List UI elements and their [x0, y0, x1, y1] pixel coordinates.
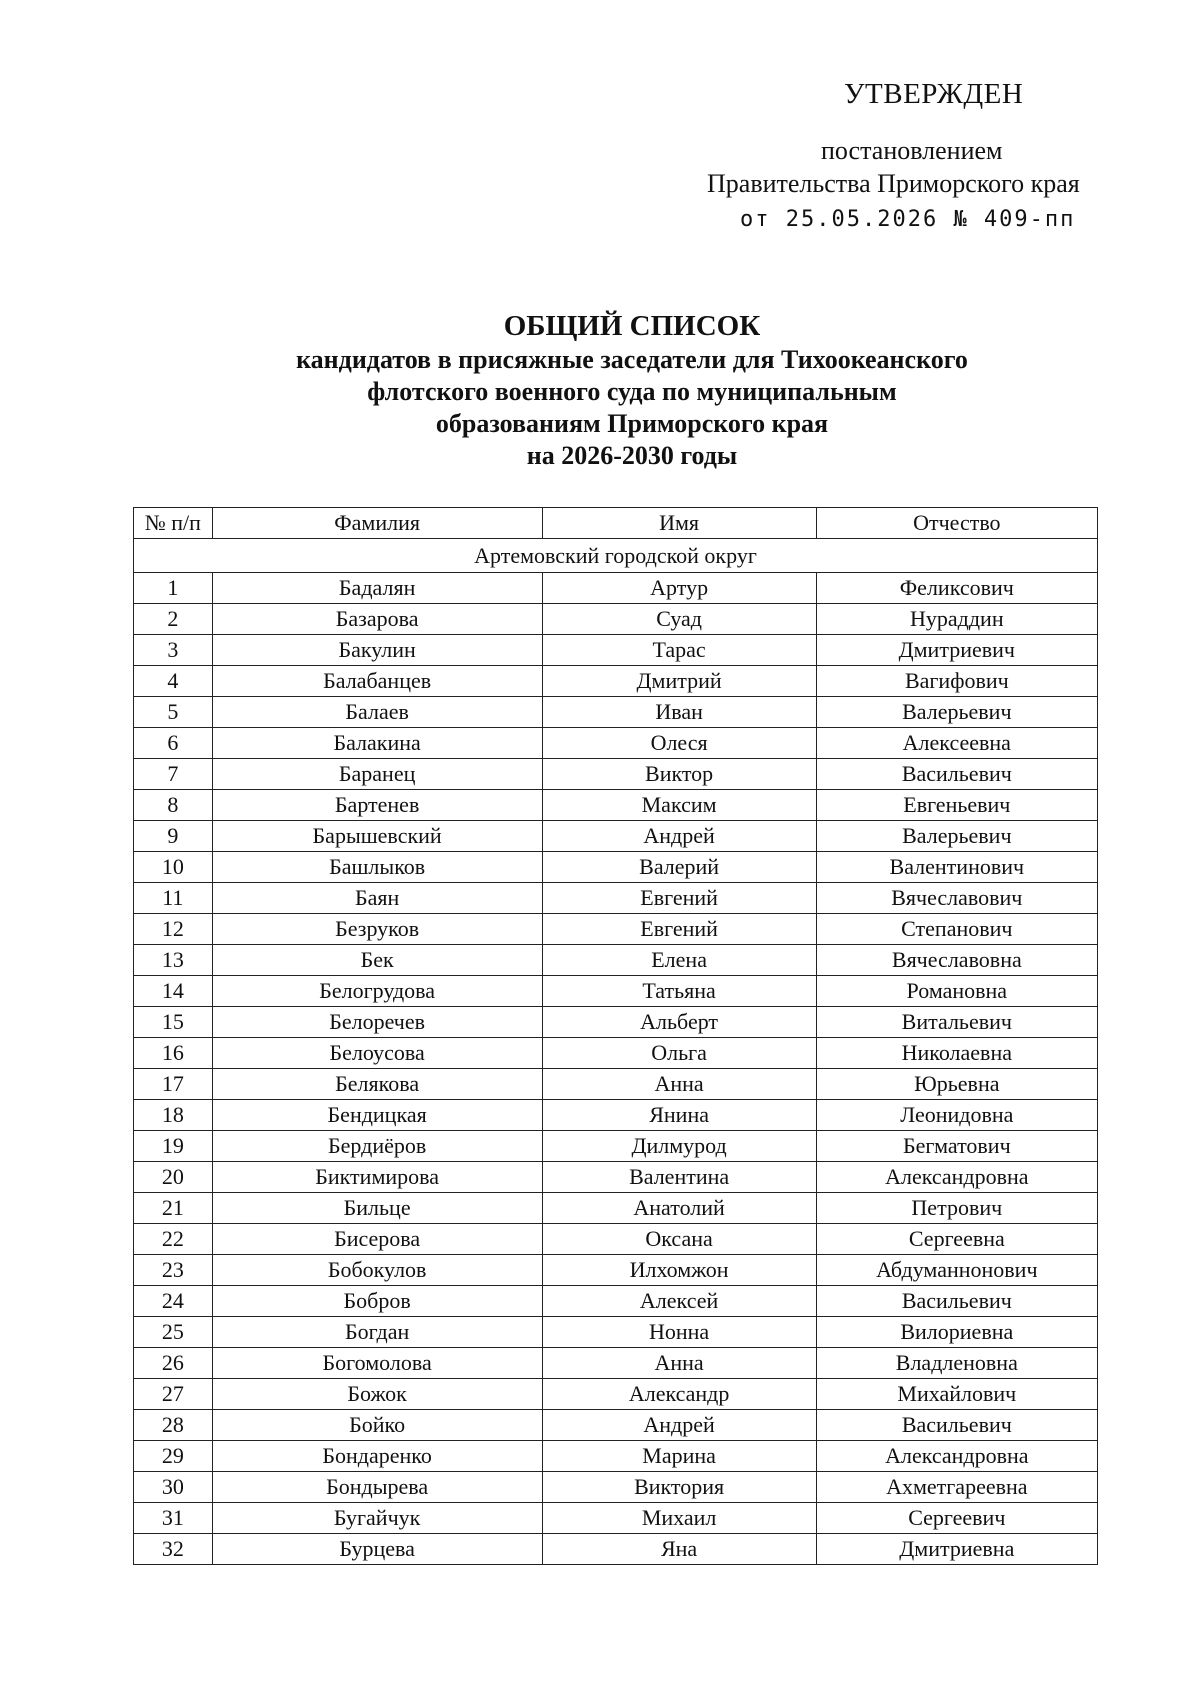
row-number: 26 — [134, 1348, 213, 1379]
last-name: Безруков — [212, 914, 542, 945]
row-number: 32 — [134, 1534, 213, 1565]
title-line: флотского военного суда по муниципальным — [367, 377, 897, 406]
table-row — [134, 1410, 1098, 1441]
row-number: 2 — [134, 604, 213, 635]
last-name: Балакина — [212, 728, 542, 759]
first-name: Ольга — [542, 1038, 816, 1069]
patronymic: Васильевич — [816, 759, 1097, 790]
section-row — [134, 539, 1098, 573]
candidates-table — [133, 507, 1098, 1565]
first-name: Алексей — [542, 1286, 816, 1317]
row-number: 18 — [134, 1100, 213, 1131]
last-name: Богдан — [212, 1317, 542, 1348]
first-name: Дмитрий — [542, 666, 816, 697]
row-number: 27 — [134, 1379, 213, 1410]
title-main: ОБЩИЙ СПИСОК — [503, 310, 761, 342]
patronymic: Феликсович — [816, 573, 1097, 604]
first-name: Андрей — [542, 1410, 816, 1441]
patronymic: Дмитриевич — [816, 635, 1097, 666]
first-name: Оксана — [542, 1224, 816, 1255]
last-name: Бартенев — [212, 790, 542, 821]
section-title: Артемовский городской округ — [134, 539, 1098, 573]
last-name: Базарова — [212, 604, 542, 635]
first-name: Евгений — [542, 914, 816, 945]
first-name: Артур — [542, 573, 816, 604]
table-row — [134, 1534, 1098, 1565]
patronymic: Валентинович — [816, 852, 1097, 883]
row-number: 13 — [134, 945, 213, 976]
patronymic: Николаевна — [816, 1038, 1097, 1069]
table-row — [134, 1441, 1098, 1472]
last-name: Бакулин — [212, 635, 542, 666]
patronymic: Васильевич — [816, 1286, 1097, 1317]
patronymic: Вагифович — [816, 666, 1097, 697]
last-name: Башлыков — [212, 852, 542, 883]
patronymic: Владленовна — [816, 1348, 1097, 1379]
patronymic: Васильевич — [816, 1410, 1097, 1441]
last-name: Бадалян — [212, 573, 542, 604]
row-number: 17 — [134, 1069, 213, 1100]
table-row — [134, 945, 1098, 976]
table-row — [134, 1503, 1098, 1534]
last-name: Баранец — [212, 759, 542, 790]
row-number: 28 — [134, 1410, 213, 1441]
first-name: Илхомжон — [542, 1255, 816, 1286]
last-name: Белякова — [212, 1069, 542, 1100]
last-name: Бердиёров — [212, 1131, 542, 1162]
patronymic: Алексеевна — [816, 728, 1097, 759]
patronymic: Александровна — [816, 1441, 1097, 1472]
patronymic: Леонидовна — [816, 1100, 1097, 1131]
table-row — [134, 1193, 1098, 1224]
patronymic: Валерьевич — [816, 821, 1097, 852]
patronymic: Петрович — [816, 1193, 1097, 1224]
row-number: 6 — [134, 728, 213, 759]
first-name: Елена — [542, 945, 816, 976]
row-number: 5 — [134, 697, 213, 728]
last-name: Белоусова — [212, 1038, 542, 1069]
last-name: Бобров — [212, 1286, 542, 1317]
patronymic: Сергеевич — [816, 1503, 1097, 1534]
row-number: 22 — [134, 1224, 213, 1255]
last-name: Божок — [212, 1379, 542, 1410]
first-name: Андрей — [542, 821, 816, 852]
patronymic: Сергеевна — [816, 1224, 1097, 1255]
table-row — [134, 1317, 1098, 1348]
last-name: Бобокулов — [212, 1255, 542, 1286]
table-row — [134, 1069, 1098, 1100]
table-row — [134, 883, 1098, 914]
last-name: Бурцева — [212, 1534, 542, 1565]
first-name: Валентина — [542, 1162, 816, 1193]
table-row — [134, 1162, 1098, 1193]
row-number: 4 — [134, 666, 213, 697]
table-row — [134, 666, 1098, 697]
row-number: 20 — [134, 1162, 213, 1193]
table-row — [134, 976, 1098, 1007]
table-row — [134, 1131, 1098, 1162]
table-row — [134, 1100, 1098, 1131]
last-name: Бильце — [212, 1193, 542, 1224]
first-name: Виктория — [542, 1472, 816, 1503]
table-row — [134, 604, 1098, 635]
first-name: Яна — [542, 1534, 816, 1565]
last-name: Биктимирова — [212, 1162, 542, 1193]
first-name: Альберт — [542, 1007, 816, 1038]
row-number: 9 — [134, 821, 213, 852]
first-name: Анна — [542, 1348, 816, 1379]
first-name: Татьяна — [542, 976, 816, 1007]
row-number: 10 — [134, 852, 213, 883]
table-row — [134, 1472, 1098, 1503]
patronymic: Михайлович — [816, 1379, 1097, 1410]
first-name: Янина — [542, 1100, 816, 1131]
row-number: 30 — [134, 1472, 213, 1503]
table-row — [134, 821, 1098, 852]
title-line: кандидатов в присяжные заседатели для Тихоокеанского — [296, 345, 968, 374]
document-title — [132, 308, 1132, 472]
row-number: 31 — [134, 1503, 213, 1534]
last-name: Барышевский — [212, 821, 542, 852]
table-row — [134, 1007, 1098, 1038]
row-number: 8 — [134, 790, 213, 821]
table-header-row — [134, 508, 1098, 539]
title-line: образованиям Приморского края — [435, 409, 829, 438]
row-number: 12 — [134, 914, 213, 945]
last-name: Балаев — [212, 697, 542, 728]
row-number: 21 — [134, 1193, 213, 1224]
patronymic: Абдуманнонович — [816, 1255, 1097, 1286]
first-name: Виктор — [542, 759, 816, 790]
decree-date-number: от 25.05.2026 № 409-пп — [740, 207, 1076, 232]
header-number: № п/п — [134, 508, 213, 539]
patronymic: Нураддин — [816, 604, 1097, 635]
table-row — [134, 790, 1098, 821]
table-row — [134, 1348, 1098, 1379]
row-number: 25 — [134, 1317, 213, 1348]
first-name: Суад — [542, 604, 816, 635]
table-row — [134, 635, 1098, 666]
last-name: Балабанцев — [212, 666, 542, 697]
row-number: 14 — [134, 976, 213, 1007]
row-number: 16 — [134, 1038, 213, 1069]
first-name: Дилмурод — [542, 1131, 816, 1162]
row-number: 24 — [134, 1286, 213, 1317]
patronymic: Евгеньевич — [816, 790, 1097, 821]
table-row — [134, 1038, 1098, 1069]
first-name: Тарас — [542, 635, 816, 666]
first-name: Анна — [542, 1069, 816, 1100]
row-number: 7 — [134, 759, 213, 790]
last-name: Бугайчук — [212, 1503, 542, 1534]
table-row — [134, 1286, 1098, 1317]
header-last-name: Фамилия — [212, 508, 542, 539]
table-row — [134, 728, 1098, 759]
patronymic: Дмитриевна — [816, 1534, 1097, 1565]
patronymic: Александровна — [816, 1162, 1097, 1193]
patronymic: Валерьевич — [816, 697, 1097, 728]
patronymic: Вячеславовна — [816, 945, 1097, 976]
row-number: 19 — [134, 1131, 213, 1162]
last-name: Богомолова — [212, 1348, 542, 1379]
first-name: Иван — [542, 697, 816, 728]
approval-government: Правительства Приморского края — [707, 169, 1080, 198]
patronymic: Ахметгареевна — [816, 1472, 1097, 1503]
patronymic: Степанович — [816, 914, 1097, 945]
last-name: Баян — [212, 883, 542, 914]
patronymic: Витальевич — [816, 1007, 1097, 1038]
row-number: 3 — [134, 635, 213, 666]
row-number: 11 — [134, 883, 213, 914]
row-number: 15 — [134, 1007, 213, 1038]
table-row — [134, 697, 1098, 728]
table-row — [134, 914, 1098, 945]
last-name: Бондаренко — [212, 1441, 542, 1472]
first-name: Олеся — [542, 728, 816, 759]
patronymic: Бегматович — [816, 1131, 1097, 1162]
approval-by-decree: постановлением — [821, 136, 1003, 165]
first-name: Анатолий — [542, 1193, 816, 1224]
row-number: 29 — [134, 1441, 213, 1472]
table-row — [134, 573, 1098, 604]
last-name: Бойко — [212, 1410, 542, 1441]
first-name: Максим — [542, 790, 816, 821]
first-name: Марина — [542, 1441, 816, 1472]
first-name: Евгений — [542, 883, 816, 914]
table-row — [134, 1224, 1098, 1255]
patronymic: Юрьевна — [816, 1069, 1097, 1100]
approval-stamp-heading: УТВЕРЖДЕН — [844, 78, 1024, 110]
patronymic: Вилориевна — [816, 1317, 1097, 1348]
first-name: Александр — [542, 1379, 816, 1410]
row-number: 1 — [134, 573, 213, 604]
table-row — [134, 1379, 1098, 1410]
last-name: Бондырева — [212, 1472, 542, 1503]
patronymic: Романовна — [816, 976, 1097, 1007]
table-row — [134, 1255, 1098, 1286]
header-first-name: Имя — [542, 508, 816, 539]
first-name: Валерий — [542, 852, 816, 883]
title-line: на 2026-2030 годы — [526, 441, 738, 470]
patronymic: Вячеславович — [816, 883, 1097, 914]
header-patronymic: Отчество — [816, 508, 1097, 539]
first-name: Михаил — [542, 1503, 816, 1534]
row-number: 23 — [134, 1255, 213, 1286]
last-name: Белоречев — [212, 1007, 542, 1038]
last-name: Бендицкая — [212, 1100, 542, 1131]
first-name: Нонна — [542, 1317, 816, 1348]
last-name: Бек — [212, 945, 542, 976]
last-name: Белогрудова — [212, 976, 542, 1007]
table-row — [134, 852, 1098, 883]
last-name: Бисерова — [212, 1224, 542, 1255]
table-row — [134, 759, 1098, 790]
